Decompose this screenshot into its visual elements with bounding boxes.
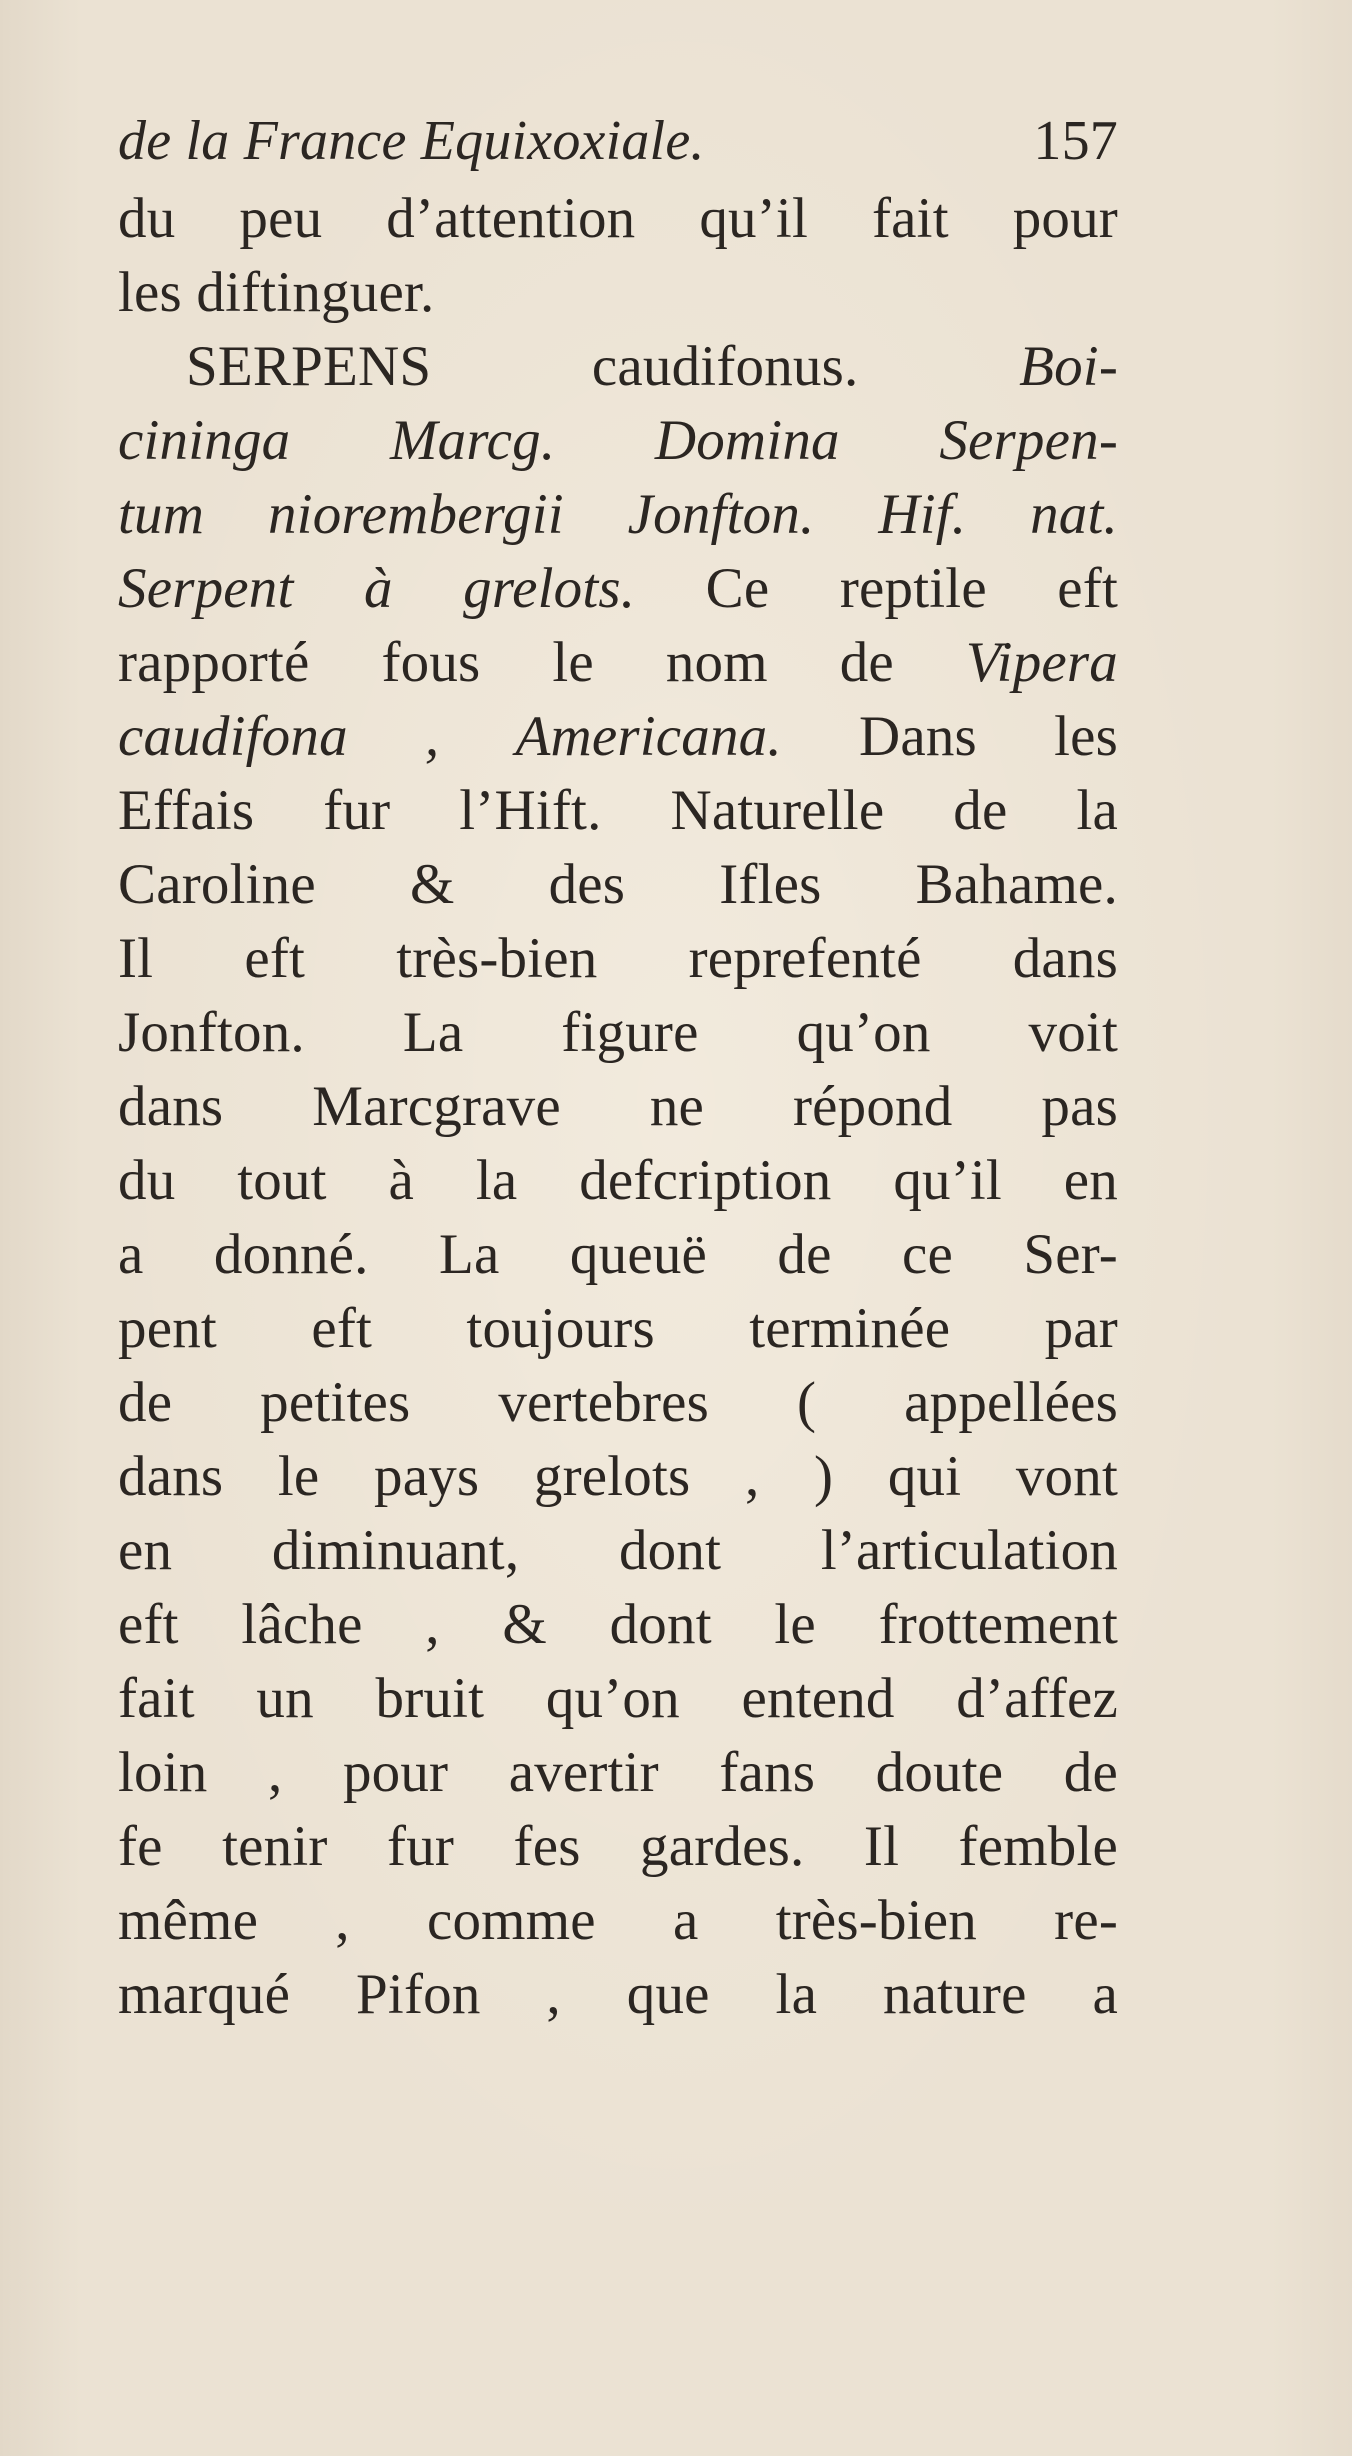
line-text: du peu d’attention qu’il fait pour (118, 187, 1118, 250)
text-line (118, 256, 1118, 330)
text-line (118, 848, 1118, 922)
text-line (118, 1440, 1118, 1514)
line-text-italic: Vipera (965, 631, 1118, 694)
text-line (118, 996, 1118, 1070)
text-line (118, 1070, 1118, 1144)
text-line (118, 922, 1118, 996)
line-text: les diftinguer. (118, 261, 435, 324)
line-text-italic: caudifona , Americana. (118, 705, 782, 768)
line-text: fait un bruit qu’on entend d’affez (118, 1667, 1118, 1730)
text-line (118, 1958, 1118, 2032)
text-line (118, 774, 1118, 848)
line-text: en diminuant, dont l’articulation (118, 1519, 1118, 1582)
text-line (118, 1514, 1118, 1588)
line-text: marqué Pifon , que la nature a (118, 1963, 1118, 2026)
text-line (118, 1144, 1118, 1218)
line-text: rapporté fous le nom de (118, 631, 894, 694)
text-line (118, 626, 1118, 700)
line-text: eft lâche , & dont le frottement (118, 1593, 1118, 1656)
line-text: de petites vertebres ( appellées (118, 1371, 1118, 1434)
text-line (118, 404, 1118, 478)
line-text: pent eft toujours terminée par (118, 1297, 1118, 1360)
line-text: a donné. La queuë de ce Ser- (118, 1223, 1118, 1286)
line-text-italic: cininga Marcg. Domina Serpen- (118, 409, 1118, 472)
line-text-italic: Serpent à grelots. (118, 557, 636, 620)
text-line (118, 1218, 1118, 1292)
line-text: dans Marcgrave ne répond pas (118, 1075, 1118, 1138)
running-title: de la France Equixoxiale. (118, 110, 705, 172)
text-line (118, 1810, 1118, 1884)
line-text: Il eft très-bien reprefenté dans (118, 927, 1118, 990)
text-line (118, 478, 1118, 552)
line-text: Dans les (858, 705, 1118, 768)
line-text: Effais fur l’Hift. Naturelle de la (118, 779, 1118, 842)
text-line (118, 1366, 1118, 1440)
line-text: Ce reptile eft (705, 557, 1118, 620)
text-line (118, 330, 1118, 404)
page-number: 157 (1033, 110, 1118, 172)
text-line (118, 1292, 1118, 1366)
line-text: fe tenir fur fes gardes. Il femble (118, 1815, 1118, 1878)
line-text: même , comme a très-bien re- (118, 1889, 1118, 1952)
line-text-italic: tum niorembergii Jonfton. Hif. nat. (118, 483, 1118, 546)
line-text: Caroline & des Ifles Bahame. (118, 853, 1118, 916)
line-text-italic: Boi- (1019, 335, 1118, 398)
text-line (118, 700, 1118, 774)
text-line (118, 1736, 1118, 1810)
running-header (118, 104, 1118, 178)
line-text: SERPENS caudifonus. (186, 335, 859, 398)
text-line (118, 1884, 1118, 1958)
text-line (118, 1588, 1118, 1662)
text-line (118, 182, 1118, 256)
text-line (118, 552, 1118, 626)
text-line (118, 1662, 1118, 1736)
line-text: du tout à la defcription qu’il en (118, 1149, 1118, 1212)
line-text: Jonfton. La figure qu’on voit (118, 1001, 1118, 1064)
line-text: dans le pays grelots , ) qui vont (118, 1445, 1118, 1508)
line-text: loin , pour avertir fans doute de (118, 1741, 1118, 1804)
